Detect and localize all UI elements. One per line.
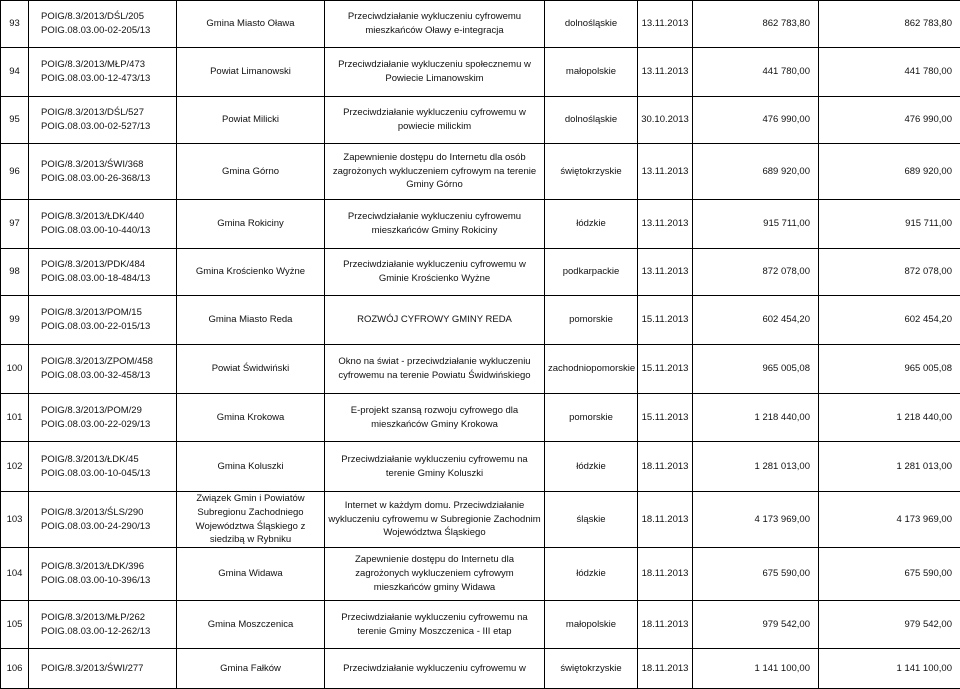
agreement-date: 13.11.2013: [638, 144, 693, 200]
funding-value: 476 990,00: [819, 97, 960, 144]
project-code: [29, 548, 177, 601]
table-row: [1, 394, 960, 442]
project-title: Zapewnienie dostępu do Internetu dla zagrożonych wykluczeniem cyfrowym mieszkańców gminy Widawa: [325, 548, 545, 601]
funding-value: 4 173 969,00: [819, 492, 960, 548]
total-value: 915 711,00: [693, 200, 819, 249]
agreement-date: 30.10.2013: [638, 97, 693, 144]
table-row: [1, 345, 960, 394]
voivodeship: dolnośląskie: [545, 1, 638, 48]
project-code-short: POIG/8.3/2013/DŚL/205: [41, 10, 173, 24]
total-value: 965 005,08: [693, 345, 819, 394]
funding-value: 915 711,00: [819, 200, 960, 249]
project-code-full: POIG.08.03.00-12-262/13: [41, 625, 173, 639]
project-code-full: POIG.08.03.00-10-045/13: [41, 467, 173, 481]
total-value: 1 281 013,00: [693, 442, 819, 492]
project-code-full: POIG.08.03.00-26-368/13: [41, 172, 173, 186]
project-code: [29, 1, 177, 48]
total-value: 675 590,00: [693, 548, 819, 601]
beneficiary: Gmina Moszczenica: [177, 601, 325, 649]
project-code-full: POIG.08.03.00-02-527/13: [41, 120, 173, 134]
project-code: [29, 48, 177, 97]
project-title: E-projekt szansą rozwoju cyfrowego dla mieszkańców Gminy Krokowa: [325, 394, 545, 442]
voivodeship: małopolskie: [545, 601, 638, 649]
funding-value: 602 454,20: [819, 296, 960, 345]
row-number: 105: [1, 601, 29, 649]
beneficiary: Powiat Milicki: [177, 97, 325, 144]
total-value: 1 141 100,00: [693, 649, 819, 689]
project-code-full: POIG.08.03.00-22-015/13: [41, 320, 173, 334]
row-number: 97: [1, 200, 29, 249]
project-title: Internet w każdym domu. Przeciwdziałanie wykluczeniu cyfrowemu w Subregionie Zachodnim Województwa Śląskiego: [325, 492, 545, 548]
voivodeship: podkarpackie: [545, 249, 638, 296]
project-title: Przeciwdziałanie wykluczeniu cyfrowemu w Gminie Krościenko Wyżne: [325, 249, 545, 296]
funding-value: 979 542,00: [819, 601, 960, 649]
total-value: 441 780,00: [693, 48, 819, 97]
table-row: [1, 601, 960, 649]
project-title: Przeciwdziałanie wykluczeniu cyfrowemu w powiecie milickim: [325, 97, 545, 144]
project-title: Przeciwdziałanie wykluczeniu cyfrowemu w: [325, 649, 545, 689]
table-row: [1, 249, 960, 296]
table-row: [1, 492, 960, 548]
agreement-date: 13.11.2013: [638, 249, 693, 296]
agreement-date: 15.11.2013: [638, 394, 693, 442]
project-code-short: POIG/8.3/2013/ŁDK/396: [41, 560, 173, 574]
project-code: [29, 144, 177, 200]
beneficiary: Powiat Świdwiński: [177, 345, 325, 394]
beneficiary: Powiat Limanowski: [177, 48, 325, 97]
funding-value: 1 141 100,00: [819, 649, 960, 689]
project-code: [29, 492, 177, 548]
project-title: Przeciwdziałanie wykluczeniu cyfrowemu mieszkańców Oławy e-integracja: [325, 1, 545, 48]
beneficiary: Gmina Krościenko Wyżne: [177, 249, 325, 296]
project-code: [29, 394, 177, 442]
table-row: [1, 296, 960, 345]
total-value: 476 990,00: [693, 97, 819, 144]
agreement-date: 18.11.2013: [638, 649, 693, 689]
voivodeship: łódzkie: [545, 442, 638, 492]
project-code-short: POIG/8.3/2013/POM/15: [41, 306, 173, 320]
project-title: Okno na świat - przeciwdziałanie wykluczeniu cyfrowemu na terenie Powiatu Świdwińskiego: [325, 345, 545, 394]
total-value: 872 078,00: [693, 249, 819, 296]
voivodeship: dolnośląskie: [545, 97, 638, 144]
project-code-full: POIG.08.03.00-32-458/13: [41, 369, 173, 383]
project-code-short: POIG/8.3/2013/MŁP/473: [41, 58, 173, 72]
beneficiary: Gmina Koluszki: [177, 442, 325, 492]
project-code-full: POIG.08.03.00-10-396/13: [41, 574, 173, 588]
funding-value: 872 078,00: [819, 249, 960, 296]
table-row: [1, 144, 960, 200]
funding-value: 1 281 013,00: [819, 442, 960, 492]
project-code-short: POIG/8.3/2013/ŚWI/277: [41, 662, 173, 676]
project-title: Zapewnienie dostępu do Internetu dla osób zagrożonych wykluczeniem cyfrowym na terenie Gminy Górno: [325, 144, 545, 200]
agreement-date: 18.11.2013: [638, 548, 693, 601]
beneficiary: Gmina Górno: [177, 144, 325, 200]
table-row: [1, 1, 960, 48]
row-number: 106: [1, 649, 29, 689]
voivodeship: pomorskie: [545, 296, 638, 345]
table-row: [1, 48, 960, 97]
voivodeship: świętokrzyskie: [545, 649, 638, 689]
project-code-short: POIG/8.3/2013/DŚL/527: [41, 106, 173, 120]
project-title: Przeciwdziałanie wykluczeniu cyfrowemu na terenie Gminy Koluszki: [325, 442, 545, 492]
project-code-short: POIG/8.3/2013/ŚWI/368: [41, 158, 173, 172]
row-number: 93: [1, 1, 29, 48]
funding-value: 862 783,80: [819, 1, 960, 48]
total-value: 602 454,20: [693, 296, 819, 345]
beneficiary: Gmina Rokiciny: [177, 200, 325, 249]
project-title: ROZWÓJ CYFROWY GMINY REDA: [325, 296, 545, 345]
agreement-date: 13.11.2013: [638, 48, 693, 97]
project-code-full: POIG.08.03.00-18-484/13: [41, 272, 173, 286]
agreement-date: 13.11.2013: [638, 1, 693, 48]
project-title: Przeciwdziałanie wykluczeniu cyfrowemu mieszkańców Gminy Rokiciny: [325, 200, 545, 249]
total-value: 689 920,00: [693, 144, 819, 200]
table-body: [1, 1, 960, 689]
project-code-full: POIG.08.03.00-02-205/13: [41, 24, 173, 38]
funding-value: 675 590,00: [819, 548, 960, 601]
funding-value: 1 218 440,00: [819, 394, 960, 442]
project-code: [29, 296, 177, 345]
row-number: 101: [1, 394, 29, 442]
project-code: [29, 200, 177, 249]
project-code-short: POIG/8.3/2013/ŁDK/45: [41, 453, 173, 467]
beneficiary: Gmina Widawa: [177, 548, 325, 601]
project-code-short: POIG/8.3/2013/ZPOM/458: [41, 355, 173, 369]
row-number: 103: [1, 492, 29, 548]
table-row: [1, 442, 960, 492]
project-code-full: POIG.08.03.00-22-029/13: [41, 418, 173, 432]
voivodeship: łódzkie: [545, 200, 638, 249]
table-row: [1, 649, 960, 689]
voivodeship: zachodniopomorskie: [545, 345, 638, 394]
voivodeship: małopolskie: [545, 48, 638, 97]
row-number: 94: [1, 48, 29, 97]
project-title: Przeciwdziałanie wykluczeniu społecznemu w Powiecie Limanowskim: [325, 48, 545, 97]
agreement-date: 13.11.2013: [638, 200, 693, 249]
voivodeship: świętokrzyskie: [545, 144, 638, 200]
beneficiary: Gmina Miasto Oława: [177, 1, 325, 48]
table-row: [1, 200, 960, 249]
total-value: 862 783,80: [693, 1, 819, 48]
table-row: [1, 97, 960, 144]
row-number: 96: [1, 144, 29, 200]
beneficiary: Gmina Krokowa: [177, 394, 325, 442]
funding-value: 965 005,08: [819, 345, 960, 394]
agreement-date: 18.11.2013: [638, 601, 693, 649]
row-number: 95: [1, 97, 29, 144]
table-row: [1, 548, 960, 601]
total-value: 979 542,00: [693, 601, 819, 649]
agreement-date: 15.11.2013: [638, 296, 693, 345]
project-title: Przeciwdziałanie wykluczeniu cyfrowemu na terenie Gminy Moszczenica - III etap: [325, 601, 545, 649]
row-number: 99: [1, 296, 29, 345]
beneficiary: Gmina Miasto Reda: [177, 296, 325, 345]
voivodeship: łódzkie: [545, 548, 638, 601]
row-number: 104: [1, 548, 29, 601]
agreement-date: 18.11.2013: [638, 442, 693, 492]
row-number: 98: [1, 249, 29, 296]
project-code-short: POIG/8.3/2013/ŚLS/290: [41, 506, 173, 520]
row-number: 102: [1, 442, 29, 492]
voivodeship: pomorskie: [545, 394, 638, 442]
project-code-short: POIG/8.3/2013/POM/29: [41, 404, 173, 418]
project-code: [29, 601, 177, 649]
funding-value: 689 920,00: [819, 144, 960, 200]
beneficiary: Związek Gmin i Powiatów Subregionu Zachodniego Województwa Śląskiego z siedzibą w Rybniku: [177, 492, 325, 548]
project-code-short: POIG/8.3/2013/MŁP/262: [41, 611, 173, 625]
project-code: [29, 442, 177, 492]
agreement-date: 18.11.2013: [638, 492, 693, 548]
total-value: 1 218 440,00: [693, 394, 819, 442]
project-code-full: POIG.08.03.00-10-440/13: [41, 224, 173, 238]
beneficiary: Gmina Fałków: [177, 649, 325, 689]
project-code: [29, 97, 177, 144]
project-code: [29, 249, 177, 296]
project-code-short: POIG/8.3/2013/PDK/484: [41, 258, 173, 272]
project-code-short: POIG/8.3/2013/ŁDK/440: [41, 210, 173, 224]
row-number: 100: [1, 345, 29, 394]
agreement-date: 15.11.2013: [638, 345, 693, 394]
project-code-full: POIG.08.03.00-24-290/13: [41, 520, 173, 534]
project-code: [29, 649, 177, 689]
total-value: 4 173 969,00: [693, 492, 819, 548]
project-code: [29, 345, 177, 394]
funding-value: 441 780,00: [819, 48, 960, 97]
voivodeship: śląskie: [545, 492, 638, 548]
project-code-full: POIG.08.03.00-12-473/13: [41, 72, 173, 86]
